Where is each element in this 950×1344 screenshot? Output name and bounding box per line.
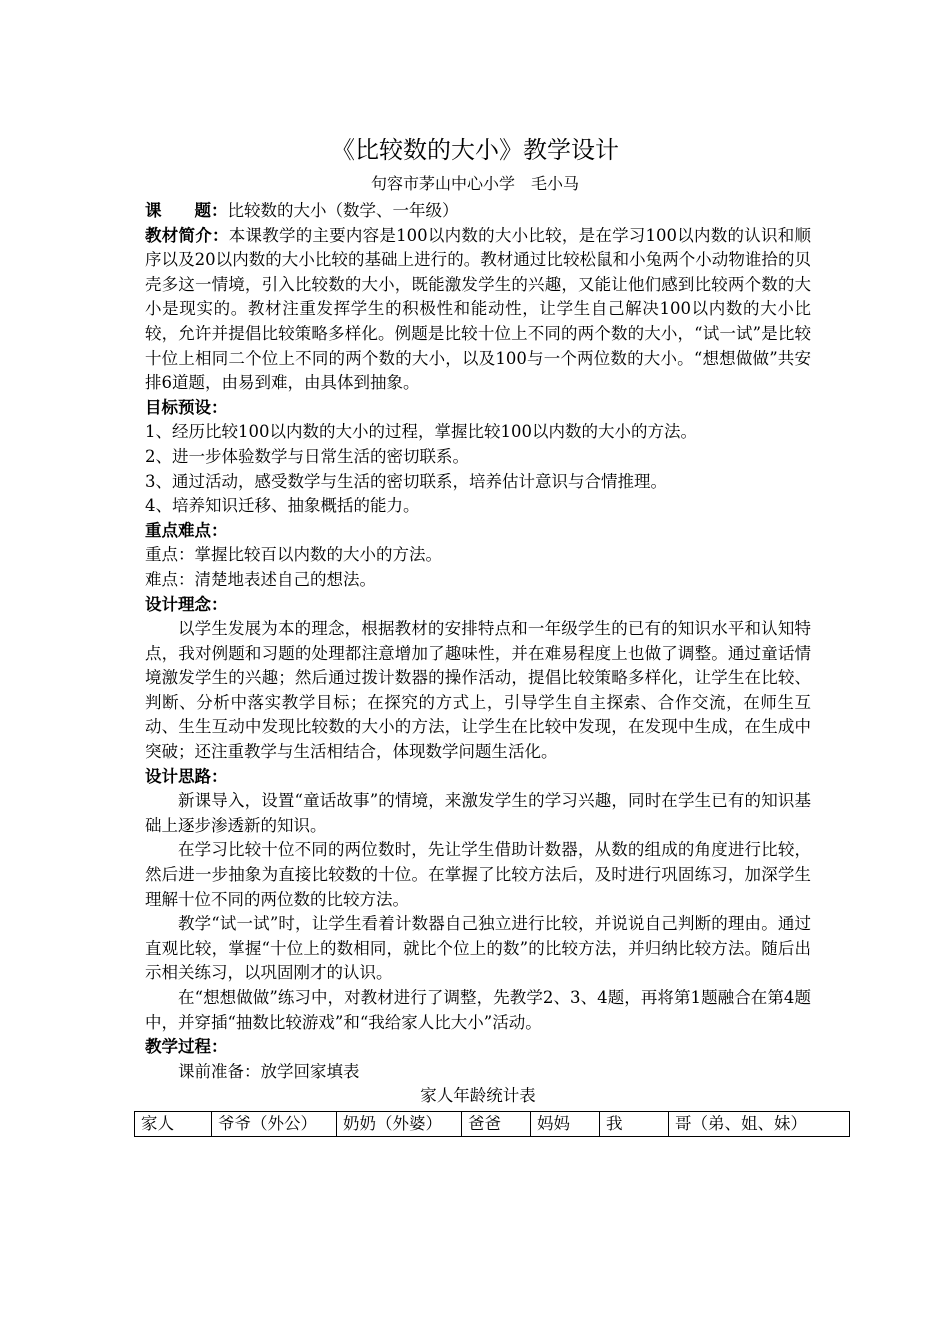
- topic-text: 比较数的大小（数学、一年级）: [227, 201, 459, 220]
- ideas-paragraph: 在学习比较十位不同的两位数时，先让学生借助计数器，从数的组成的角度进行比较，然后进一步抽象为直接比较数的十位。在掌握了比较方法后，及时进行巩固练习，加深学生理解十位不同的两位数的比较方法。: [145, 840, 811, 909]
- table-cell: 奶奶（外婆）: [337, 1111, 462, 1136]
- concept-paragraph: 以学生发展为本的理念，根据教材的安排特点和一年级学生的已有的知识水平和认知特点，我对例题和习题的处理都注意增加了趣味性，并在难易程度上也做了调整。通过童话情境激发学生的兴趣；然后通过拨计数器的操作活动，提倡比较策略多样化，让学生在比较、判断、分析中落实教学目标；在探究的方式上，引导学生自主探索、合作交流，在师生互动、生生互动中发现比较数的大小的方法，让学生在比较中发现，在发现中生成，在生成中突破；还注重教学与生活相结合，体现数学问题生活化。: [145, 619, 811, 762]
- ideas-heading: 设计思路：: [145, 766, 228, 786]
- keypoint-line: 重点：掌握比较百以内数的大小的方法。: [145, 545, 442, 565]
- table-cell: 爸爸: [462, 1111, 531, 1136]
- document-title: 《比较数的大小》教学设计: [331, 136, 619, 164]
- document-body: [141, 199, 811, 1137]
- concept-heading: 设计理念：: [145, 594, 228, 614]
- intro-text: 本课教学的主要内容是100以内数的大小比较，是在学习100以内数的认识和顺序以及20以内数的大小比较的基础上进行的。教材通过比较松鼠和小兔两个小动物谁拾的贝壳多这一情境，引入比较数的大小，既能激发学生的兴趣，又能让他们感到比较两个数的大小是现实的。教材注重发挥学生的积极性和能动性，让学生自己解决100以内数的大小比较，允许并提倡比较策略多样化。例题是比较十位上不同的两个数的大小，“试一试”是比较十位上相同二个位上不同的两个数的大小，以及100与一个两位数的大小。“想想做做”共安排6道题，由易到难，由具体到抽象。: [145, 225, 811, 393]
- process-heading: 教学过程：: [145, 1037, 228, 1057]
- table-cell: 哥（弟、姐、妹）: [669, 1111, 850, 1136]
- goal-item: 2、进一步体验数学与日常生活的密切联系。: [145, 446, 469, 466]
- goals-heading: 目标预设：: [145, 397, 228, 417]
- table-cell: 家人: [135, 1111, 212, 1136]
- topic-label: 课 题：: [145, 201, 228, 220]
- keypoints-heading: 重点难点：: [145, 520, 228, 540]
- goal-item: 3、通过活动，感受数学与生活的密切联系，培养估计意识与合情推理。: [145, 471, 667, 491]
- table-cell: 爷爷（外公）: [212, 1111, 337, 1136]
- ideas-paragraph: 新课导入，设置“童话故事”的情境，来激发学生的学习兴趣，同时在学生已有的知识基础上逐步渗透新的知识。: [145, 791, 811, 835]
- author-line: 句容市茅山中心小学 毛小马: [370, 174, 579, 193]
- ideas-paragraph: 教学“试一试”时，让学生看着计数器自己独立进行比较，并说说自己判断的理由。通过直观比较，掌握“十位上的数相同，就比个位上的数”的比较方法，并归纳比较方法。随后出示相关练习，以巩固刚才的认识。: [145, 914, 811, 983]
- goal-item: 1、经历比较100以内数的大小的过程，掌握比较100以内数的大小的方法。: [145, 422, 697, 442]
- intro-label: 教材简介：: [145, 225, 229, 245]
- table-cell: 我: [600, 1111, 669, 1136]
- table-title: 家人年龄统计表: [420, 1086, 536, 1106]
- table-row: [135, 1111, 850, 1136]
- topic-line: [145, 199, 811, 224]
- goal-item: 4、培养知识迁移、抽象概括的能力。: [145, 496, 420, 516]
- difficulty-line: 难点：清楚地表述自己的想法。: [145, 569, 376, 589]
- table-cell: 妈妈: [531, 1111, 600, 1136]
- ideas-paragraph: 在“想想做做”练习中，对教材进行了调整，先教学2、3、4题，再将第1题融合在第4题中，并穿插“抽数比较游戏”和“我给家人比大小”活动。: [145, 988, 811, 1032]
- intro-paragraph: [145, 224, 811, 396]
- prep-line: 课前准备：放学回家填表: [178, 1061, 360, 1081]
- family-age-table: [134, 1111, 850, 1137]
